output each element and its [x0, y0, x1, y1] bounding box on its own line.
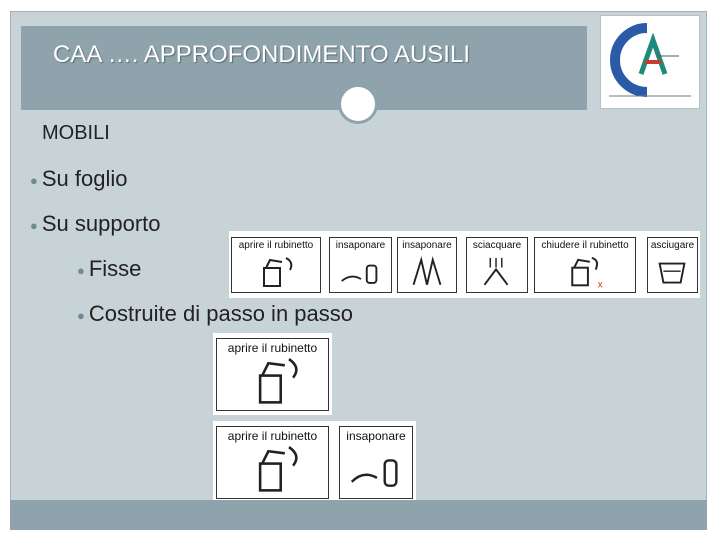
symbol-card: aprire il rubinetto	[216, 338, 329, 411]
bullet-2: ● Su supporto	[30, 211, 161, 236]
symbol-card: insaponare	[339, 426, 413, 499]
bullet-icon: ●	[77, 307, 85, 323]
symbol-card: aprire il rubinetto	[216, 426, 329, 499]
towel-icon	[652, 254, 693, 288]
decorative-circle	[338, 84, 378, 124]
faucet-icon	[221, 443, 324, 497]
caa-logo	[600, 15, 700, 109]
symbol-card: asciugare	[647, 237, 698, 293]
bullet-icon: ●	[30, 217, 38, 233]
bullet-icon: ●	[77, 262, 85, 278]
symbol-card: chiudere il rubinetto x	[534, 237, 636, 293]
sub-bullet-2: ● Costruite di passo in passo	[77, 301, 353, 326]
symbol-card: sciacquare	[466, 237, 528, 293]
symbol-card: insaponare	[397, 237, 457, 293]
bullet-icon: ●	[30, 172, 38, 188]
svg-text:x: x	[597, 279, 603, 290]
footer-bar	[10, 500, 707, 530]
soap-hands-icon	[334, 254, 387, 289]
soap-hands-icon	[344, 443, 408, 493]
faucet-icon	[221, 355, 324, 409]
rubbing-hands-icon	[402, 254, 452, 289]
bullet-1: ● Su foglio	[30, 166, 128, 191]
faucet-icon	[236, 254, 316, 290]
rinse-hands-icon	[471, 254, 523, 289]
faucet-icon	[539, 254, 631, 289]
symbol-card: aprire il rubinetto	[231, 237, 321, 293]
slide-title: CAA …. APPROFONDIMENTO AUSILI	[53, 41, 470, 68]
sub-bullet-1: ● Fisse	[77, 256, 142, 281]
section-heading: MOBILI	[42, 122, 110, 144]
symbol-card: insaponare	[329, 237, 392, 293]
